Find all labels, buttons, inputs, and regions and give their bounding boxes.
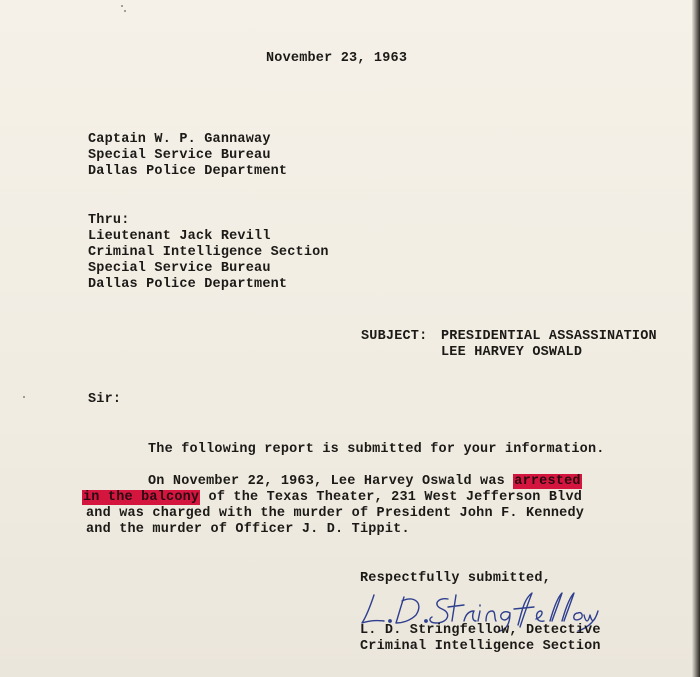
highlight-arrested: arrested (514, 474, 581, 489)
letter-date: November 23, 1963 (266, 51, 408, 66)
signer-section: Criminal Intelligence Section (360, 639, 601, 654)
paper-speck (124, 10, 126, 12)
body-line-1-text: On November 22, 1963, Lee Harvey Oswald was (148, 474, 514, 489)
addressee-department: Dallas Police Department (88, 164, 288, 179)
thru-section: Criminal Intelligence Section (88, 245, 329, 260)
sign-off: Respectfully submitted, (360, 571, 551, 586)
body-line-4: and the murder of Officer J. D. Tippit. (86, 522, 410, 537)
salutation: Sir: (88, 392, 122, 407)
body-line-1 (148, 474, 582, 490)
addressee-bureau: Special Service Bureau (88, 148, 271, 163)
thru-label: Thru: (88, 213, 130, 228)
highlight-in-the-balcony: in the balcony (83, 490, 200, 505)
signer-name: L. D. Stringfellow, Detective (360, 623, 601, 638)
body-line-2-text: of the Texas Theater, 231 West Jefferson Blvd (200, 490, 583, 505)
body-line-2 (82, 490, 582, 506)
thru-name: Lieutenant Jack Revill (88, 229, 271, 244)
page-edge-shadow (692, 0, 700, 677)
thru-department: Dallas Police Department (88, 277, 288, 292)
addressee-name: Captain W. P. Gannaway (88, 132, 271, 147)
body-intro: The following report is submitted for your information. (148, 442, 605, 457)
thru-bureau: Special Service Bureau (88, 261, 271, 276)
body-line-3: and was charged with the murder of President John F. Kennedy (86, 506, 585, 521)
paper-speck (121, 5, 123, 7)
subject-label: SUBJECT: (361, 329, 428, 344)
paper-speck (23, 396, 25, 398)
subject-line-1: PRESIDENTIAL ASSASSINATION (441, 329, 657, 344)
subject-line-2: LEE HARVEY OSWALD (441, 345, 583, 360)
